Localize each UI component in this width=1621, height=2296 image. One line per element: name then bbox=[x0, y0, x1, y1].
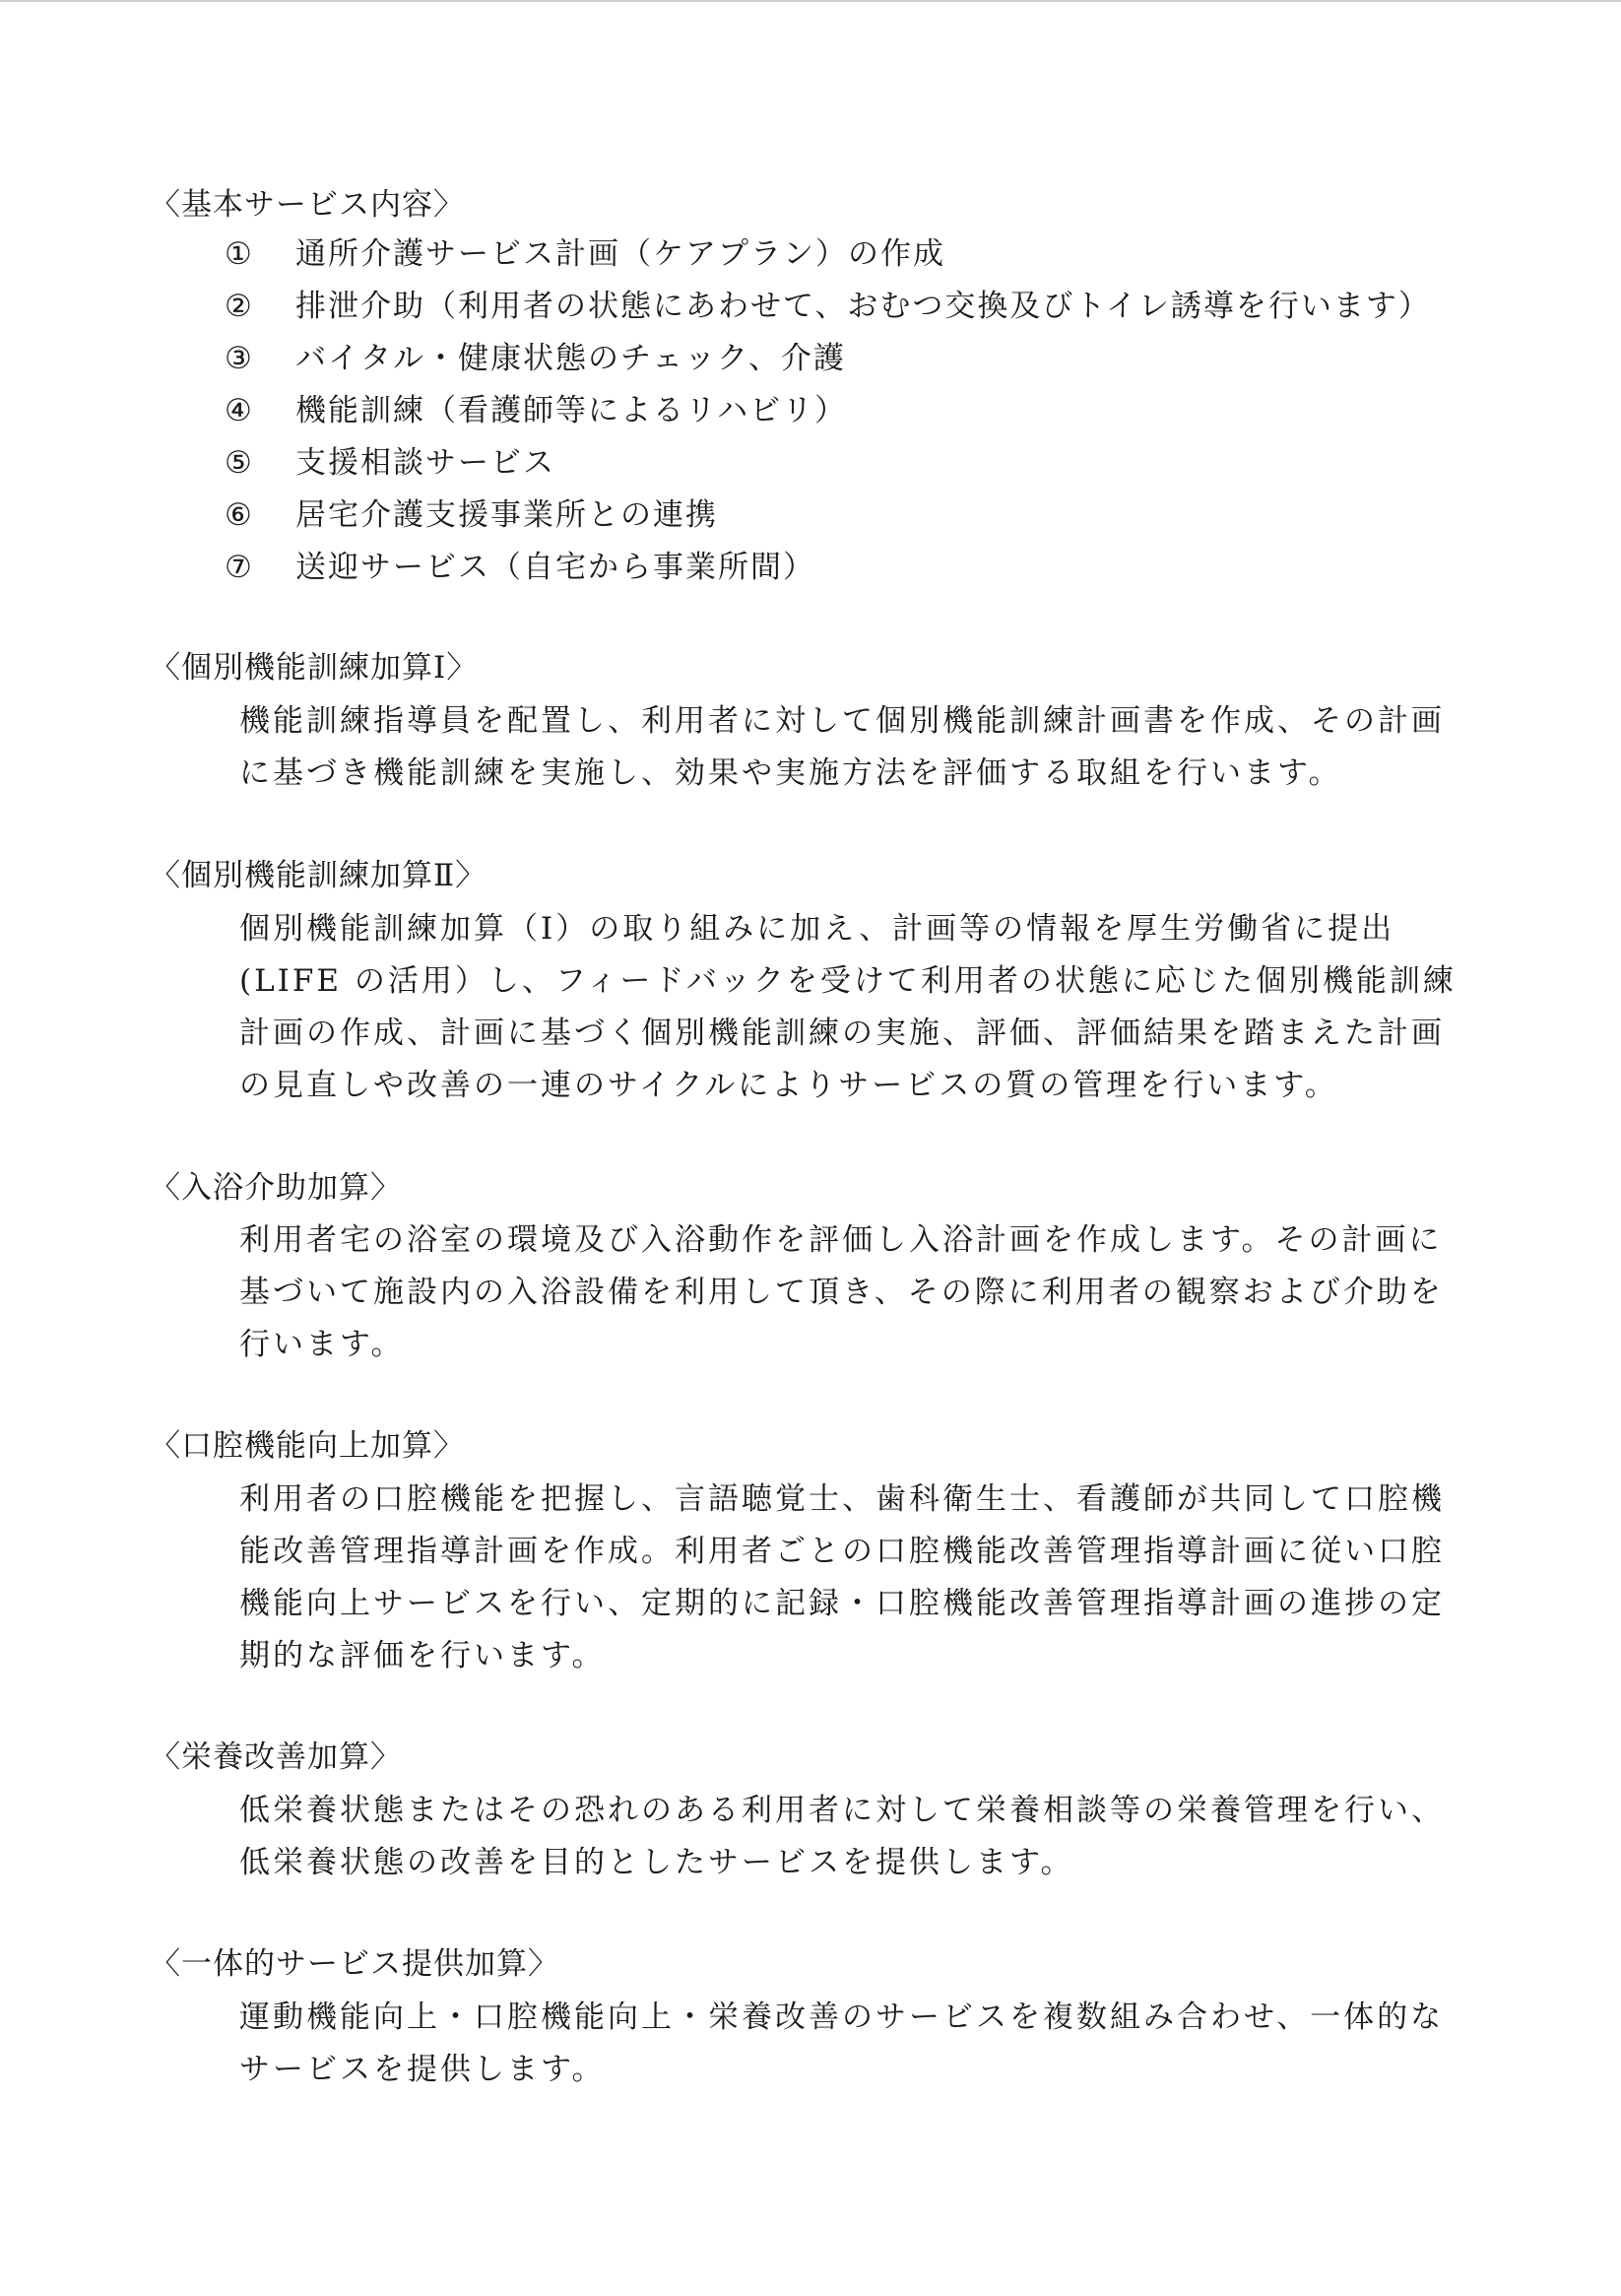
list-item bbox=[225, 234, 945, 274]
list-item bbox=[225, 339, 846, 378]
section-heading: 〈個別機能訓練加算Ⅰ〉 bbox=[150, 650, 479, 686]
paragraph-line: 期的な評価を行います。 bbox=[239, 1638, 606, 1673]
section-heading: 〈栄養改善加算〉 bbox=[150, 1739, 402, 1775]
paragraph-line: 機能訓練指導員を配置し、利用者に対して個別機能訓練計画書を作成、その計画 bbox=[239, 703, 1445, 739]
paragraph-line: の見直しや改善の一連のサイクルによりサービスの質の管理を行います。 bbox=[239, 1068, 1338, 1103]
list-item bbox=[225, 443, 555, 483]
section-heading: 〈口腔機能向上加算〉 bbox=[150, 1428, 465, 1464]
paragraph-line: 利用者の口腔機能を把握し、言語聴覚士、歯科衛生士、看護師が共同して口腔機 bbox=[239, 1481, 1445, 1517]
list-number: ⑤ bbox=[225, 445, 254, 481]
paragraph-line: 行います。 bbox=[239, 1327, 405, 1362]
list-text: 支援相談サービス bbox=[295, 445, 555, 481]
list-text: 機能訓練（看護師等によるリハビリ） bbox=[295, 393, 848, 428]
list-number: ⑦ bbox=[225, 550, 254, 585]
paragraph-line: 低栄養状態またはその恐れのある利用者に対して栄養相談等の栄養管理を行い、 bbox=[239, 1793, 1445, 1828]
paragraph-line: サービスを提供します。 bbox=[239, 2052, 606, 2087]
paragraph-line: 利用者宅の浴室の環境及び入浴動作を評価し入浴計画を作成します。その計画に bbox=[239, 1222, 1443, 1258]
section-heading: 〈個別機能訓練加算Ⅱ〉 bbox=[150, 858, 487, 893]
list-text: 送迎サービス（自宅から事業所間） bbox=[295, 550, 815, 585]
paragraph-line: 個別機能訓練加算（Ⅰ）の取り組みに加え、計画等の情報を厚生労働省に提出 bbox=[239, 911, 1395, 947]
list-number: ① bbox=[225, 236, 254, 272]
list-number: ② bbox=[225, 289, 254, 324]
list-number: ④ bbox=[225, 393, 254, 428]
section-heading: 〈基本サービス内容〉 bbox=[150, 187, 465, 223]
list-item bbox=[225, 391, 847, 430]
paragraph-line: (LIFE の活用）し、フィードバックを受けて利用者の状態に応じた個別機能訓練 bbox=[239, 963, 1457, 999]
list-item bbox=[225, 495, 718, 535]
list-item bbox=[225, 548, 815, 587]
list-number: ⑥ bbox=[225, 497, 254, 533]
list-number: ③ bbox=[225, 341, 254, 376]
paragraph-line: 機能向上サービスを行い、定期的に記録・口腔機能改善管理指導計画の進捗の定 bbox=[239, 1586, 1445, 1621]
paragraph-line: 能改善管理指導計画を作成。利用者ごとの口腔機能改善管理指導計画に従い口腔 bbox=[239, 1534, 1445, 1569]
list-text: 排泄介助（利用者の状態にあわせて、おむつ交換及びトイレ誘導を行います） bbox=[295, 289, 1431, 324]
section-heading: 〈一体的サービス提供加算〉 bbox=[150, 1946, 559, 1982]
paragraph-line: に基づき機能訓練を実施し、効果や実施方法を評価する取組を行います。 bbox=[239, 755, 1342, 791]
list-item bbox=[225, 287, 1431, 326]
paragraph-line: 運動機能向上・口腔機能向上・栄養改善のサービスを複数組み合わせ、一体的な bbox=[239, 2000, 1445, 2035]
paragraph-line: 基づいて施設内の入浴設備を利用して頂き、その際に利用者の観察および介助を bbox=[239, 1275, 1444, 1310]
list-text: 通所介護サービス計画（ケアプラン）の作成 bbox=[295, 236, 945, 272]
paragraph-line: 低栄養状態の改善を目的としたサービスを提供します。 bbox=[239, 1845, 1074, 1880]
section-heading: 〈入浴介助加算〉 bbox=[150, 1170, 402, 1206]
list-text: バイタル・健康状態のチェック、介護 bbox=[295, 341, 846, 376]
paragraph-line: 計画の作成、計画に基づく個別機能訓練の実施、評価、評価結果を踏まえた計画 bbox=[239, 1016, 1445, 1051]
list-text: 居宅介護支援事業所との連携 bbox=[295, 497, 718, 533]
